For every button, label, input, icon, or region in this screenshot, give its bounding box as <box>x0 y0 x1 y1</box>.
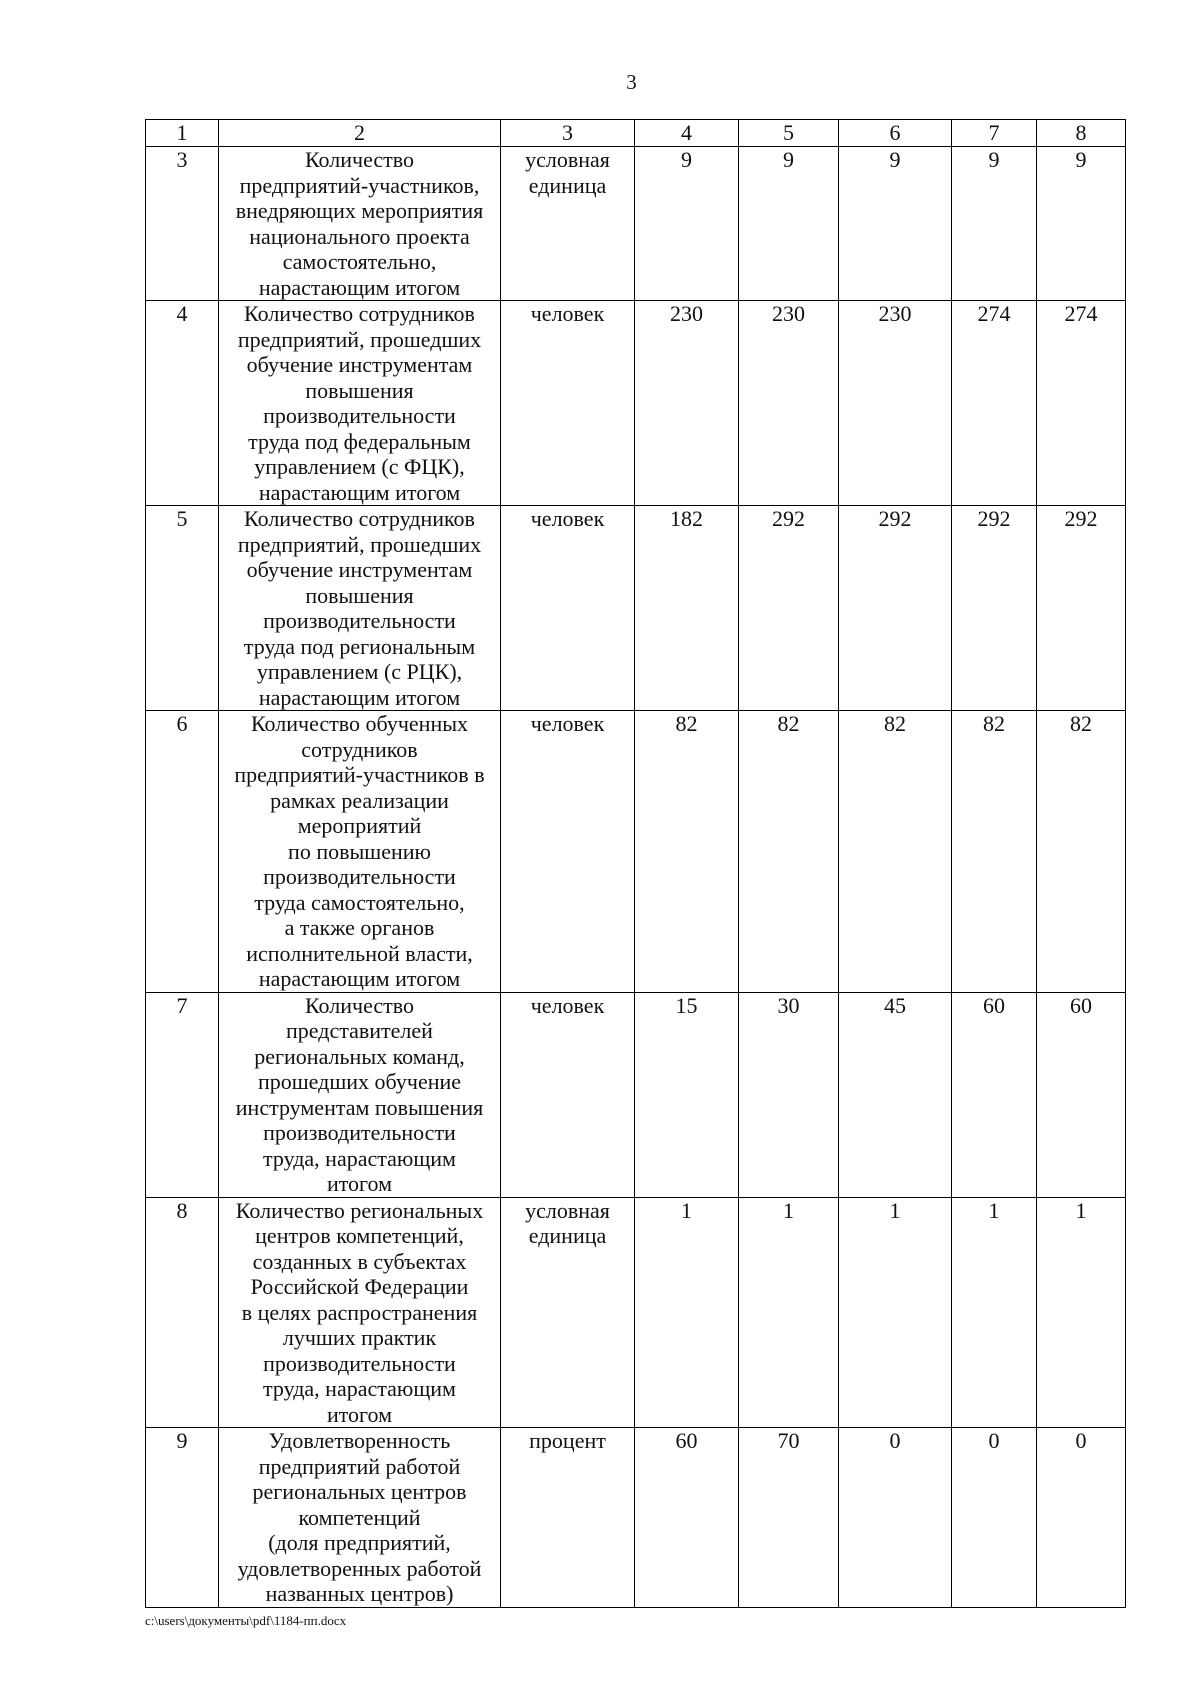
value-cell: 1 <box>739 1197 839 1428</box>
value-cell: 0 <box>839 1428 952 1608</box>
indicator-name: Количество представителей региональных команд, прошедших обучение инструментам повышения производительности труда, нарастающим итогом <box>219 992 501 1197</box>
row-number: 8 <box>146 1197 219 1428</box>
value-cell: 82 <box>1037 711 1126 993</box>
indicator-name: Количество сотрудников предприятий, прошедших обучение инструментам повышения производительности труда под региональным управлением (с РЦК), нарастающим итогом <box>219 506 501 711</box>
value-cell: 82 <box>635 711 739 993</box>
unit-of-measure: человек <box>501 506 635 711</box>
value-cell: 45 <box>839 992 952 1197</box>
header-cell: 2 <box>219 120 501 147</box>
header-cell: 1 <box>146 120 219 147</box>
indicator-name: Количество региональных центров компетенций, созданных в субъектах Российской Федерации в целях распространения лучших практик производительности труда, нарастающим итогом <box>219 1197 501 1428</box>
value-cell: 60 <box>635 1428 739 1608</box>
table-row <box>146 992 1126 1197</box>
value-cell: 1 <box>635 1197 739 1428</box>
row-number: 4 <box>146 301 219 506</box>
value-cell: 230 <box>739 301 839 506</box>
header-cell: 4 <box>635 120 739 147</box>
value-cell: 82 <box>952 711 1037 993</box>
value-cell: 9 <box>739 147 839 301</box>
value-cell: 9 <box>635 147 739 301</box>
header-cell: 3 <box>501 120 635 147</box>
row-number: 3 <box>146 147 219 301</box>
indicators-table <box>145 119 1126 1608</box>
table-row <box>146 711 1126 993</box>
file-path-footer: c:\users\документы\pdf\1184-пп.docx <box>145 1613 347 1628</box>
table-row <box>146 1197 1126 1428</box>
header-cell: 5 <box>739 120 839 147</box>
unit-of-measure: человек <box>501 711 635 993</box>
unit-of-measure: человек <box>501 992 635 1197</box>
value-cell: 70 <box>739 1428 839 1608</box>
value-cell: 60 <box>1037 992 1126 1197</box>
unit-of-measure: процент <box>501 1428 635 1608</box>
value-cell: 1 <box>952 1197 1037 1428</box>
value-cell: 274 <box>1037 301 1126 506</box>
row-number: 6 <box>146 711 219 993</box>
table-header-row <box>146 120 1126 147</box>
row-number: 9 <box>146 1428 219 1608</box>
row-number: 5 <box>146 506 219 711</box>
value-cell: 1 <box>839 1197 952 1428</box>
value-cell: 30 <box>739 992 839 1197</box>
unit-of-measure: условная единица <box>501 1197 635 1428</box>
table-row <box>146 506 1126 711</box>
indicator-name: Количество сотрудников предприятий, прошедших обучение инструментам повышения производительности труда под федеральным управлением (с ФЦК), нарастающим итогом <box>219 301 501 506</box>
row-number: 7 <box>146 992 219 1197</box>
value-cell: 292 <box>1037 506 1126 711</box>
table-row <box>146 1428 1126 1608</box>
value-cell: 0 <box>1037 1428 1126 1608</box>
indicator-name: Удовлетворенность предприятий работой региональных центров компетенций (доля предприятий, удовлетворенных работой названных центров) <box>219 1428 501 1608</box>
value-cell: 60 <box>952 992 1037 1197</box>
unit-of-measure: условная единица <box>501 147 635 301</box>
value-cell: 230 <box>635 301 739 506</box>
table-row <box>146 147 1126 301</box>
value-cell: 9 <box>1037 147 1126 301</box>
value-cell: 292 <box>839 506 952 711</box>
value-cell: 292 <box>952 506 1037 711</box>
page-number: 3 <box>626 70 637 94</box>
value-cell: 274 <box>952 301 1037 506</box>
table-row <box>146 301 1126 506</box>
unit-of-measure: человек <box>501 301 635 506</box>
value-cell: 292 <box>739 506 839 711</box>
value-cell: 82 <box>839 711 952 993</box>
header-cell: 8 <box>1037 120 1126 147</box>
header-cell: 7 <box>952 120 1037 147</box>
indicator-name: Количество предприятий-участников, внедряющих мероприятия национального проекта самостоятельно, нарастающим итогом <box>219 147 501 301</box>
indicator-name: Количество обученных сотрудников предприятий-участников в рамках реализации мероприятий по повышению производительности труда самостоятельно, а также органов исполнительной власти, нарастающим итогом <box>219 711 501 993</box>
value-cell: 9 <box>839 147 952 301</box>
header-cell: 6 <box>839 120 952 147</box>
value-cell: 82 <box>739 711 839 993</box>
value-cell: 9 <box>952 147 1037 301</box>
value-cell: 15 <box>635 992 739 1197</box>
value-cell: 230 <box>839 301 952 506</box>
value-cell: 1 <box>1037 1197 1126 1428</box>
value-cell: 182 <box>635 506 739 711</box>
value-cell: 0 <box>952 1428 1037 1608</box>
